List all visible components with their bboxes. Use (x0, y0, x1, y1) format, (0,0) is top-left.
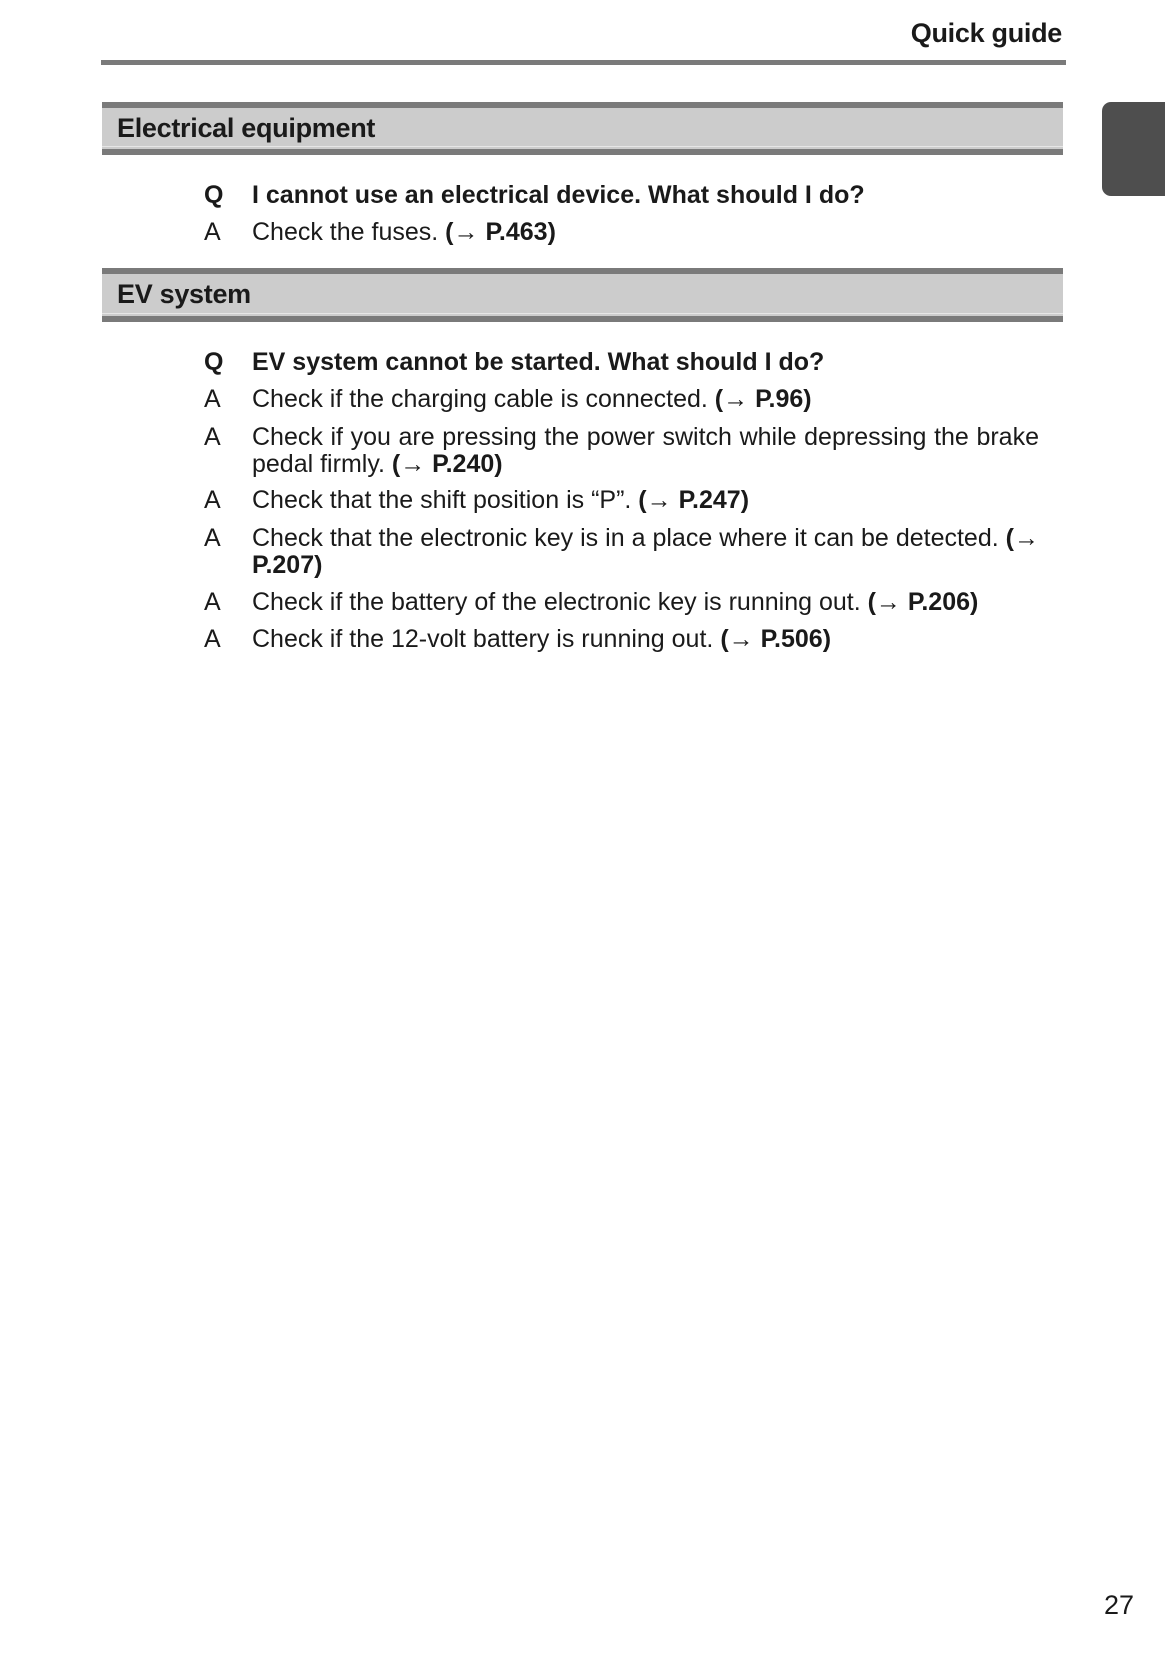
page-ref-link[interactable]: P.96 (755, 385, 804, 413)
answer: A Check that the electronic key is in a place where it can be detected. (→ P.207) (204, 524, 1039, 579)
chapter-tab (1102, 102, 1165, 196)
a-marker: A (204, 486, 221, 514)
a-marker: A (204, 423, 221, 451)
answer: A Check that the shift position is “P”. (→ P.247) (204, 486, 750, 514)
page-ref-link[interactable]: P.207 (252, 551, 315, 579)
a-marker: A (204, 218, 221, 246)
page-ref-link[interactable]: P.206 (907, 588, 970, 616)
answer-text: Check the fuses. (252, 218, 439, 246)
page-ref-link[interactable]: P.240 (432, 450, 495, 478)
question (204, 349, 1039, 376)
answer-text: Check if you are pressing the power switch while depressing the brake pedal firmly. (252, 423, 1039, 478)
page-ref-link[interactable]: P.247 (678, 486, 741, 514)
question (204, 182, 1039, 209)
answer-text: Check if the battery of the electronic key is running out. (252, 588, 861, 616)
a-marker: A (204, 588, 221, 616)
answer: A Check if the 12-volt battery is running out. (→ P.506) (204, 625, 832, 653)
a-marker: A (204, 625, 221, 653)
header-title: Quick guide (910, 18, 1062, 48)
answer: A Check if you are pressing the power switch while depressing the brake pedal firmly. (→ P.240) (204, 423, 1039, 478)
question-text: I cannot use an electrical device. What should I do? (252, 181, 865, 209)
answer-text: Check that the shift position is “P”. (252, 486, 632, 514)
answer-text: Check if the charging cable is connected. (252, 385, 708, 413)
a-marker: A (204, 524, 221, 552)
section-title: EV system (117, 279, 251, 309)
q-marker: Q (204, 348, 224, 376)
q-marker: Q (204, 181, 224, 209)
header-rule (101, 60, 1066, 65)
a-marker: A (204, 385, 221, 413)
answer: A Check if the battery of the electronic key is running out. (→ P.206) (204, 588, 979, 616)
page-number: 27 (1104, 1590, 1135, 1620)
page-ref-link[interactable]: P.463 (485, 218, 548, 246)
section-title: Electrical equipment (117, 113, 376, 143)
question-text: EV system cannot be started. What should I do? (252, 348, 825, 376)
answer-text: Check if the 12-volt battery is running out. (252, 625, 714, 653)
answer: A Check if the charging cable is connected. (→ P.96) (204, 385, 812, 413)
answer: A Check the fuses. (→ P.463) (204, 218, 556, 246)
answer-text: Check that the electronic key is in a place where it can be detected. (252, 524, 999, 552)
page-ref-link[interactable]: P.506 (760, 625, 823, 653)
section-header-electrical (102, 102, 1063, 155)
section-header-ev-system (102, 268, 1063, 322)
